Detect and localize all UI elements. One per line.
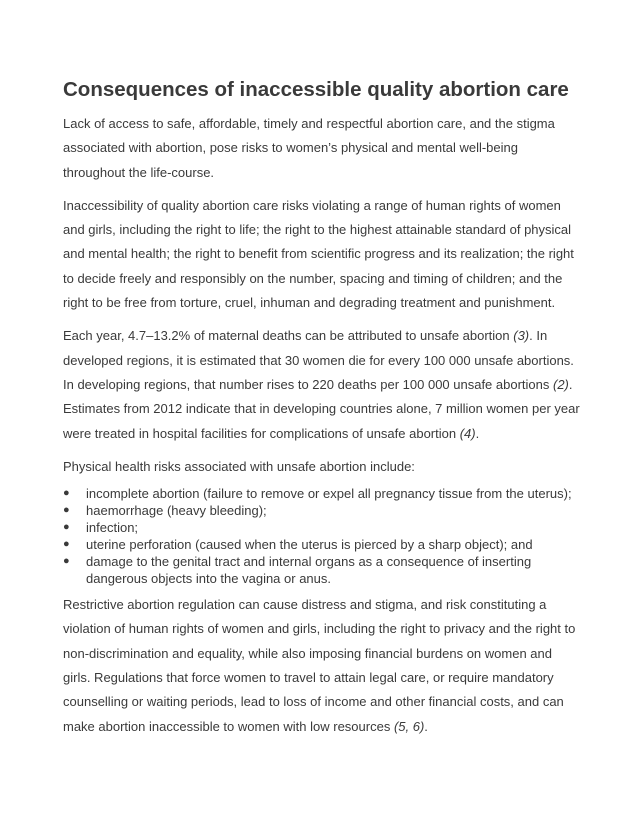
text-segment: . In developed regions, it is estimated that 30 women die for every 100 000 unsafe abortions. In developing regions, that number rises to 220 deaths per 100 000 unsafe abortions [63, 328, 574, 392]
bullet-icon: ● [63, 504, 70, 517]
text-segment: Each year, 4.7–13.2% of maternal deaths can be attributed to unsafe abortion [63, 328, 514, 344]
list-item [63, 553, 583, 587]
list-item-text: haemorrhage (heavy bleeding); [86, 503, 267, 519]
list-item [63, 519, 583, 536]
paragraph-access-risks: Lack of access to safe, affordable, timely and respectful abortion care, and the stigma associated with abortion, pose risks to women’s physical and mental well-being throughout the life-course. [63, 116, 555, 180]
text-segment: . [424, 718, 428, 734]
citation: (5, 6) [393, 718, 425, 734]
text-segment: . [475, 425, 480, 441]
list-item-text: damage to the genital tract and internal organs as a consequence of inserting dangerous objects into the vagina or anus. [86, 554, 532, 587]
text-segment: Restrictive abortion regulation can cause distress and stigma, and risk constituting a violation of human rights of women and girls, including the right to privacy and the right to non-discrimination and equality, while also imposing financial burdens on women and girls. Regulations that force women to travel to attain legal care, or require mandatory counselling or waiting periods, lead to loss of income and other financial costs, and can make abortion inaccessible to women with low resources [63, 597, 576, 734]
list-item [63, 502, 583, 519]
citation: (3) [513, 328, 530, 344]
list-item [63, 485, 583, 502]
list-item-text: uterine perforation (caused when the uterus is pierced by a sharp object); and [86, 537, 533, 553]
paragraph-human-rights: Inaccessibility of quality abortion care risks violating a range of human rights of women and girls, including the right to life; the right to the highest attainable standard of physical and mental health; the right to benefit from scientific progress and its realization; the right to decide freely and responsibly on the number, spacing and timing of children; and the right to be free from torture, cruel, inhuman and degrading treatment and punishment. [63, 197, 574, 311]
bullet-icon: ● [63, 538, 70, 551]
citation: (4) [459, 425, 476, 441]
bullet-icon: ● [63, 487, 70, 500]
citation: (2) [553, 376, 569, 392]
section-heading: Consequences of inaccessible quality abortion care [63, 78, 569, 101]
list-item-text: incomplete abortion (failure to remove or expel all pregnancy tissue from the uterus); [86, 486, 572, 502]
bullet-icon: ● [63, 555, 70, 568]
bullet-icon: ● [63, 521, 70, 534]
list-item [63, 536, 583, 553]
physical-risks-list [63, 485, 583, 587]
paragraph-physical-risks-intro: Physical health risks associated with unsafe abortion include: [63, 458, 415, 474]
paragraph-restrictive-regulation [63, 593, 583, 739]
list-item-text: infection; [86, 520, 139, 536]
text-segment: . Estimates from 2012 indicate that in developing countries alone, 7 million women per year were treated in hospital facilities for complications of unsafe abortion [63, 376, 580, 441]
paragraph-maternal-deaths [63, 324, 583, 445]
document-page [63, 78, 583, 748]
